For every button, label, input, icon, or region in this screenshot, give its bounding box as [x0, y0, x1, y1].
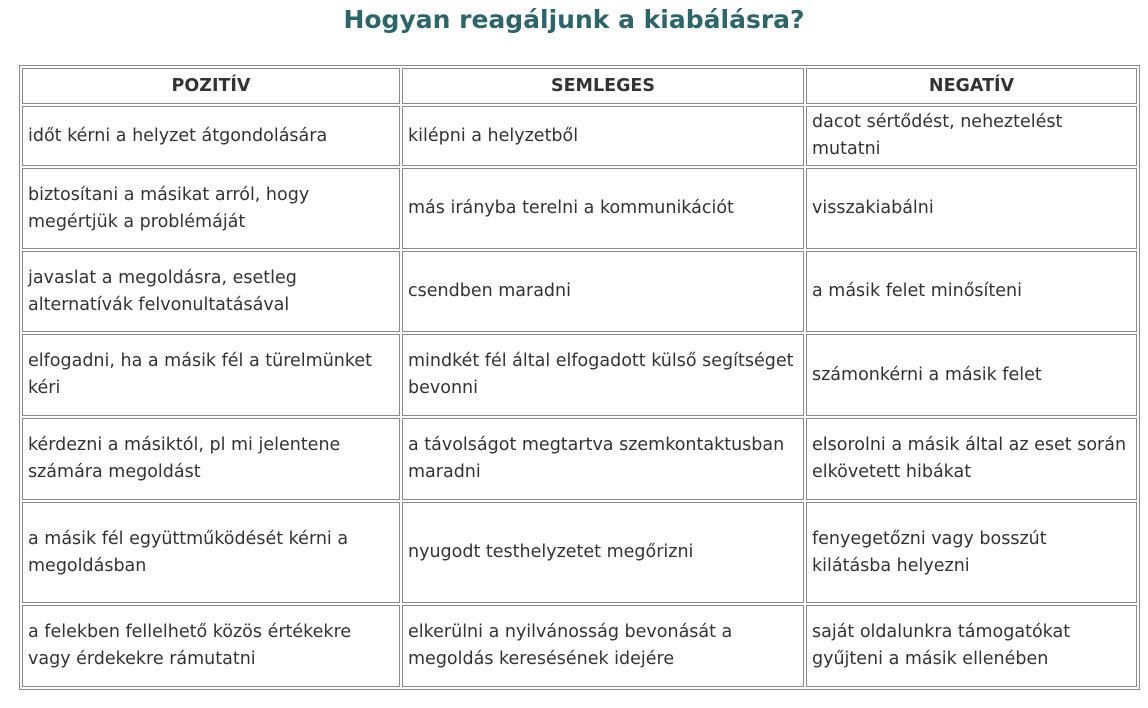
table-header-row [22, 68, 1137, 104]
cell-positive: a felekben fellelhető közös értékekre vagy érdekekre rámutatni [22, 605, 400, 687]
cell-neutral: kilépni a helyzetből [402, 106, 804, 166]
cell-negative: elsorolni a másik által az eset során elkövetett hibákat [806, 418, 1137, 500]
cell-negative: fenyegetőzni vagy bosszút kilátásba helyezni [806, 502, 1137, 603]
table-row [22, 502, 1137, 603]
cell-negative: visszakiabálni [806, 168, 1137, 249]
cell-positive: a másik fél együttműködését kérni a megoldásban [22, 502, 400, 603]
cell-positive: elfogadni, ha a másik fél a türelmünket kéri [22, 334, 400, 416]
cell-negative: számonkérni a másik felet [806, 334, 1137, 416]
cell-negative: a másik felet minősíteni [806, 251, 1137, 332]
cell-negative: dacot sértődést, neheztelést mutatni [806, 106, 1137, 166]
cell-neutral: mindkét fél által elfogadott külső segítséget bevonni [402, 334, 804, 416]
cell-neutral: nyugodt testhelyzetet megőrizni [402, 502, 804, 603]
cell-neutral: más irányba terelni a kommunikációt [402, 168, 804, 249]
cell-positive: kérdezni a másiktól, pl mi jelentene számára megoldást [22, 418, 400, 500]
cell-neutral: csendben maradni [402, 251, 804, 332]
cell-neutral: elkerülni a nyilvánosság bevonását a megoldás keresésének idejére [402, 605, 804, 687]
cell-negative: saját oldalunkra támogatókat gyűjteni a másik ellenében [806, 605, 1137, 687]
table-row [22, 251, 1137, 332]
page-title: Hogyan reagáljunk a kiabálásra? [343, 5, 805, 34]
table-row [22, 168, 1137, 249]
header-positive: POZITÍV [22, 68, 400, 104]
header-negative: NEGATÍV [806, 68, 1137, 104]
cell-positive: időt kérni a helyzet átgondolására [22, 106, 400, 166]
table-row [22, 605, 1137, 687]
table-row [22, 334, 1137, 416]
cell-positive: javaslat a megoldásra, esetleg alternatívák felvonultatásával [22, 251, 400, 332]
table-row [22, 418, 1137, 500]
cell-positive: biztosítani a másikat arról, hogy megértjük a problémáját [22, 168, 400, 249]
header-neutral: SEMLEGES [402, 68, 804, 104]
reaction-table [19, 65, 1140, 690]
cell-neutral: a távolságot megtartva szemkontaktusban maradni [402, 418, 804, 500]
table-row [22, 106, 1137, 166]
